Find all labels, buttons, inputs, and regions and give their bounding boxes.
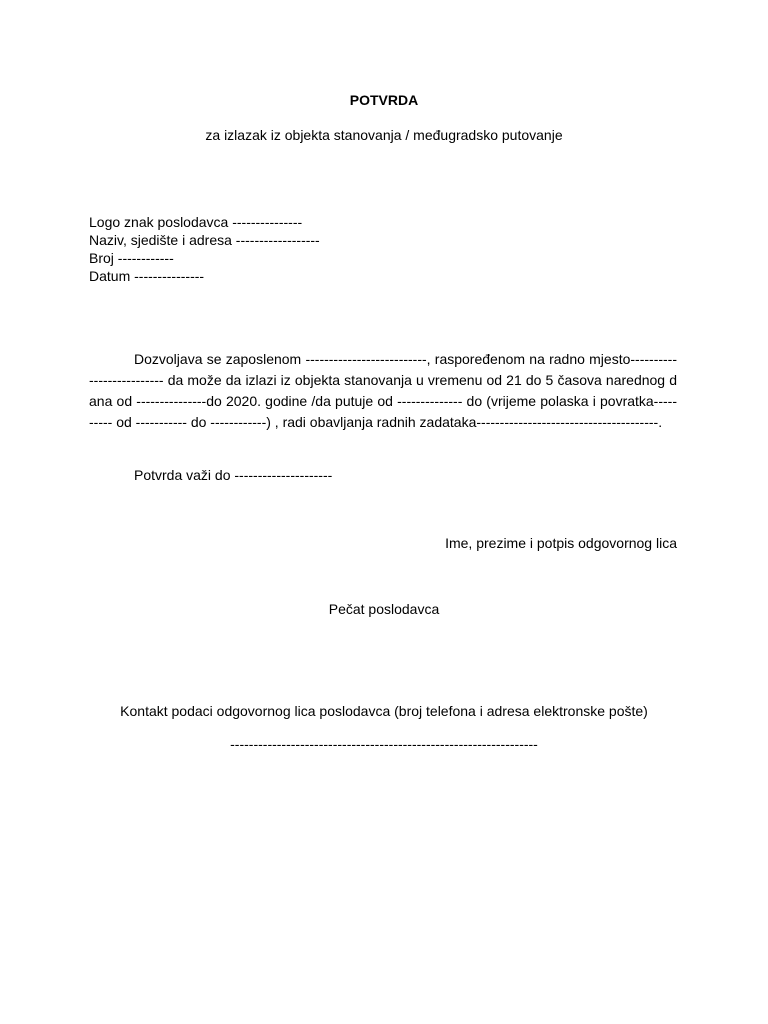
document-date-field: Datum --------------- <box>89 268 205 284</box>
document-title: POTVRDA <box>349 92 419 108</box>
employer-stamp-label: Pečat poslodavca <box>328 601 440 617</box>
permission-paragraph: Dozvoljava se zaposlenom --------------------------, raspoređenom na radno mjesto-------------------------- da može da izlazi iz objekta stanovanja u vremenu od 21 do 5 časova narednog dana od ---------------do 2020. godine /da putuje od -------------- do (vrijeme polaska i povratka---------- od ----------- do ------------) , radi obavljanja radnih zadataka---------------------------------------. <box>89 351 677 430</box>
signature-label: Ime, prezime i potpis odgovornog lica <box>445 535 677 551</box>
contact-info-label: Kontakt podaci odgovornog lica poslodavca (broj telefona i adresa elektronske pošte) <box>120 703 648 719</box>
valid-until-line: Potvrda važi do --------------------- <box>134 467 333 483</box>
employer-fields-block <box>89 213 320 285</box>
document-subtitle: za izlazak iz objekta stanovanja / međugradsko putovanje <box>205 127 563 143</box>
employer-logo-field: Logo znak poslodavca --------------- <box>89 214 303 230</box>
contact-info-blank: ------------------------------------------------------------------ <box>230 736 538 752</box>
document-number-field: Broj ------------ <box>89 250 174 266</box>
employer-name-address-field: Naziv, sjedište i adresa ------------------ <box>89 232 320 248</box>
